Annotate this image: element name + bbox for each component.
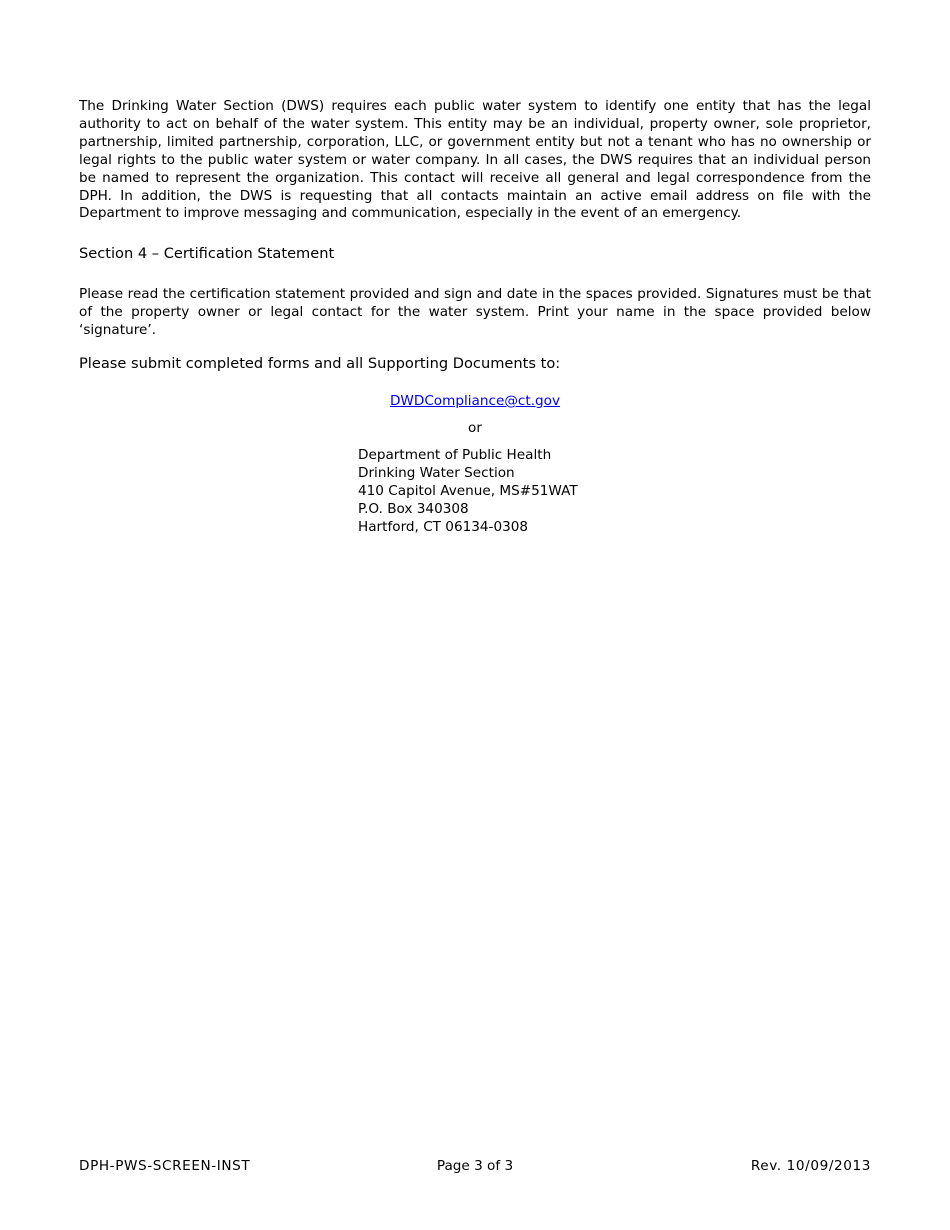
or-separator: or [468, 420, 482, 436]
address-line-1: Department of Public Health [358, 447, 552, 463]
footer-page-number: Page 3 of 3 [436, 1158, 514, 1174]
submit-instruction: Please submit completed forms and all Supporting Documents to: [79, 355, 561, 372]
section-heading: Section 4 – Certification Statement [79, 245, 335, 262]
address-line-3: 410 Capitol Avenue, MS#51WAT [358, 483, 578, 499]
certification-paragraph: Please read the certification statement provided and sign and date in the spaces provided. Signatures must be that of the property owner or legal contact for the water system. Print your name in the space provided below ‘signature’. [79, 286, 871, 338]
mailing-address [358, 446, 578, 536]
address-line-2: Drinking Water Section [358, 465, 515, 481]
page-footer [79, 1157, 871, 1175]
email-link[interactable]: DWDCompliance@ct.gov [389, 393, 561, 409]
address-line-5: Hartford, CT 06134-0308 [358, 519, 529, 535]
footer-revision: Rev. 10/09/2013 [750, 1158, 871, 1174]
footer-form-id: DPH-PWS-SCREEN-INST [79, 1158, 251, 1174]
intro-paragraph: The Drinking Water Section (DWS) requires each public water system to identify one entity that has the legal authority to act on behalf of the water system. This entity may be an individual, property owner, sole proprietor, partnership, limited partnership, corporation, LLC, or government entity but not a tenant who has no ownership or legal rights to the public water system or water company. In all cases, the DWS requires that an individual person be named to represent the organization. This contact will receive all general and legal correspondence from the DPH. In addition, the DWS is requesting that all contacts maintain an active email address on file with the Department to improve messaging and communication, especially in the event of an emergency. [79, 98, 871, 222]
address-line-4: P.O. Box 340308 [358, 501, 469, 517]
email-container [0, 392, 950, 410]
